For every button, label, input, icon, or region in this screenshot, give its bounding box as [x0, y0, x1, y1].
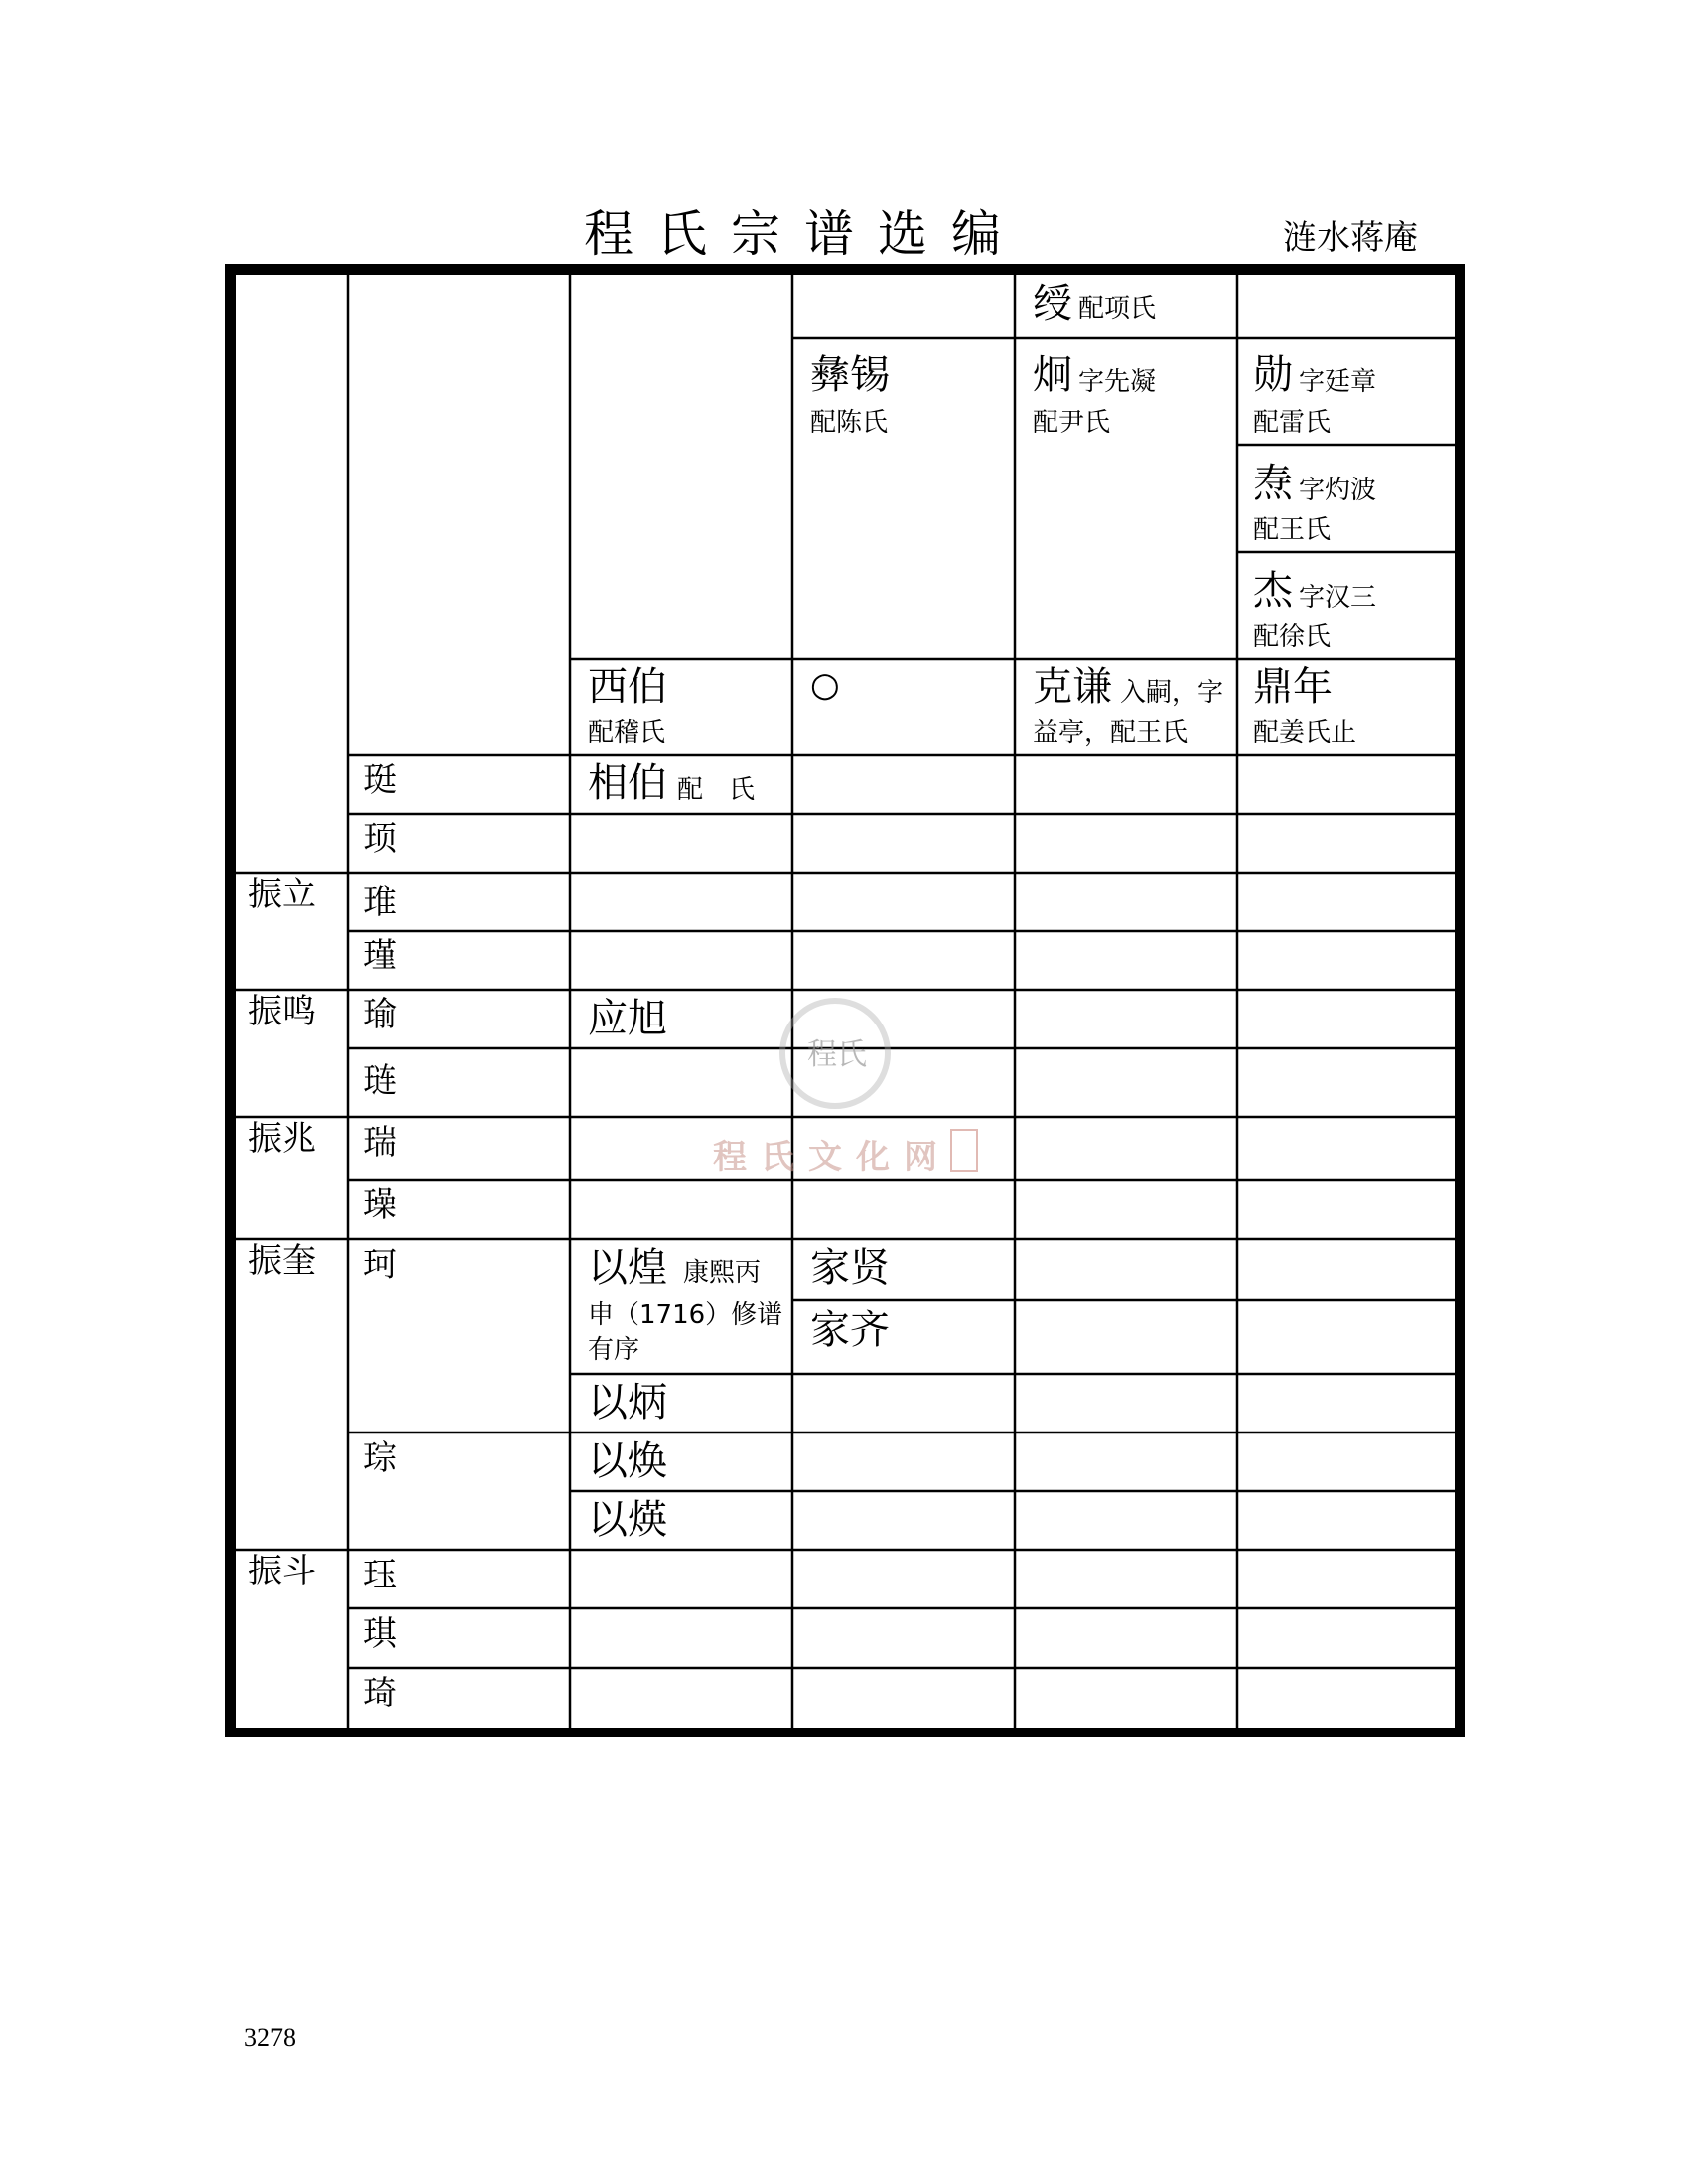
person-name: 以煐 — [588, 1497, 667, 1543]
gen2-cell: 顼 — [363, 819, 397, 859]
gen2-cell: 珂 — [363, 1245, 397, 1285]
person-note: 配雷氏 — [1253, 408, 1332, 438]
person-name: 杰 — [1253, 568, 1293, 614]
person-name: 焘 — [1253, 461, 1293, 506]
gen1-cell: 振鸣 — [248, 992, 316, 1031]
gen2-cell: 琮 — [363, 1438, 397, 1478]
person-name: 克谦 — [1033, 664, 1112, 710]
watermark-text: 程氏文化网 — [713, 1138, 951, 1177]
person-name: 彝锡 — [810, 352, 890, 398]
person-name: 勋 — [1253, 352, 1293, 398]
person-name: 鼎年 — [1253, 664, 1333, 710]
gen1-cell: 振斗 — [248, 1552, 316, 1591]
gen2-cell: 瑞 — [363, 1123, 397, 1162]
gen2-cell: 琪 — [363, 1614, 397, 1654]
watermark-seal — [950, 1129, 978, 1172]
person-name: 绶 — [1033, 281, 1072, 327]
gen2-cell: 瑾 — [363, 936, 397, 976]
gen2-cell: 琟 — [363, 883, 397, 922]
watermark-stamp-text: 程氏 — [807, 1037, 867, 1072]
person-note: 配陈氏 — [810, 408, 889, 438]
person-name: 以焕 — [588, 1438, 667, 1484]
gen2-cell: 琏 — [363, 1061, 397, 1101]
person-note: 配稽氏 — [588, 718, 666, 748]
person-name: 相伯 — [588, 760, 667, 806]
person-note: 字廷章 — [1299, 367, 1377, 397]
gen2-cell: 琦 — [363, 1674, 397, 1713]
page-number: 3278 — [244, 2023, 296, 2052]
gen1-cell: 振兆 — [248, 1119, 316, 1159]
gen1-cell: 振奎 — [248, 1241, 316, 1281]
person-name: 以炳 — [588, 1380, 667, 1426]
person-note: 配徐氏 — [1253, 622, 1332, 652]
watermark-stamp — [779, 998, 891, 1109]
person-note: 益亭，配王氏 — [1033, 718, 1189, 748]
person-note: 配姜氏止 — [1253, 718, 1357, 748]
person-name: 家贤 — [810, 1245, 890, 1291]
person-note: 入嗣，字 — [1120, 678, 1224, 708]
gen2-cell: 璪 — [363, 1185, 397, 1225]
gen1-cell: 振立 — [248, 875, 316, 914]
person-name: 炯 — [1033, 352, 1072, 398]
person-note: 康熙丙 — [683, 1258, 762, 1288]
gen2-cell: 珏 — [363, 1556, 397, 1595]
person-name: 家齐 — [810, 1307, 890, 1353]
page-title: 程氏宗谱选编 — [584, 205, 1025, 263]
person-note: 有序 — [588, 1335, 640, 1365]
person-note: 字先凝 — [1078, 367, 1157, 397]
person-name: 西伯 — [588, 664, 667, 710]
person-note: 字灼波 — [1299, 476, 1377, 505]
person-note: 申（1716）修谱 — [588, 1300, 783, 1330]
gen2-cell: 瑜 — [363, 995, 397, 1034]
person-note: 配项氏 — [1078, 294, 1157, 324]
person-name: 应旭 — [588, 996, 667, 1041]
placeholder-circle: ○ — [810, 665, 840, 705]
person-note: 字汉三 — [1299, 583, 1377, 613]
person-note: 配尹氏 — [1033, 408, 1111, 438]
gen2-cell: 珽 — [363, 760, 397, 800]
person-note: 配王氏 — [1253, 515, 1332, 545]
page-subtitle: 涟水蒋庵 — [1283, 218, 1418, 258]
person-name: 以煌 — [588, 1245, 667, 1291]
person-note: 配 氏 — [677, 775, 756, 805]
